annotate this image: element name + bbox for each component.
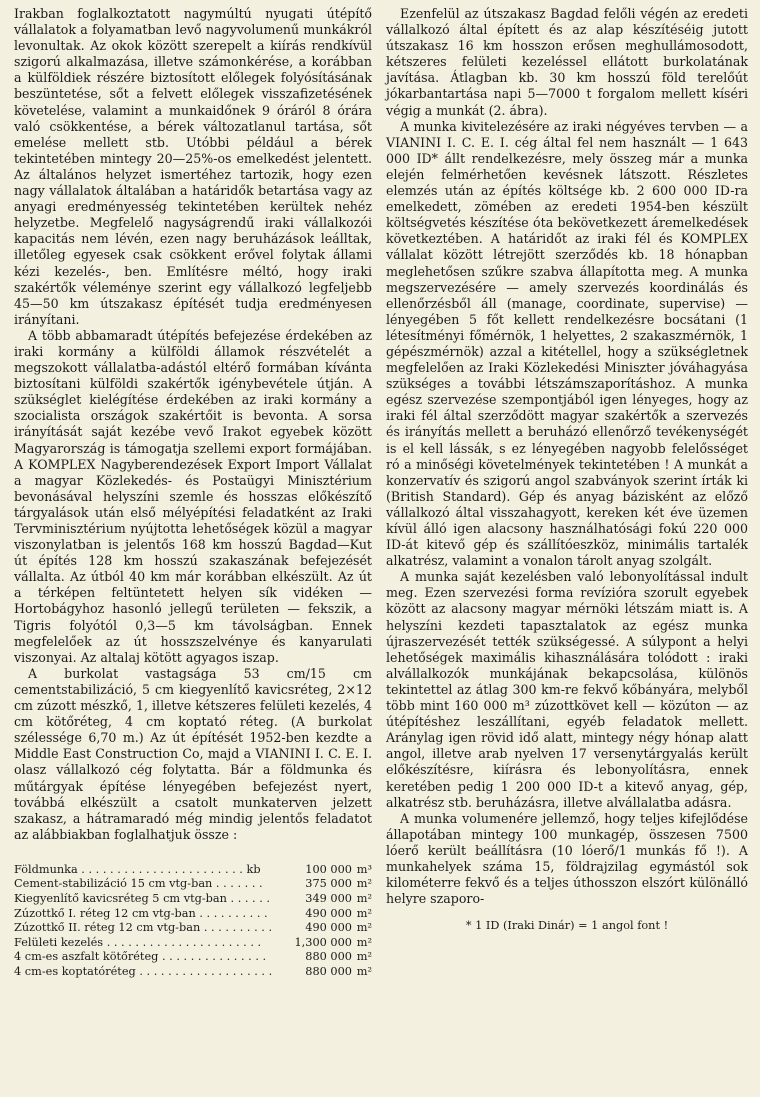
quantity-unit: m²: [356, 965, 372, 979]
table-row: [14, 965, 372, 980]
paragraph: A burkolat vastagsága 53 cm/15 cm cementstabilizáció, 5 cm kiegyenlítő kavicsréteg, 2×12 cm zúzott mészkő, 1, illetve kétszeres felületi kezelés, 4 cm kötőréteg, 4 cm koptató réteg. (A burkolat szélessége 6,70 m.) Az út építését 1952-ben kezdte a Middle East Construction Co, majd a VIANINI I. C. E. I. olasz vállalkozó cég folytatta. Bár a földmunka és műtárgyak építése lényegében befejezést nyert, továbbá elkészült a csatolt munkaterven jelzett szakasz, a hátramaradó még mindig jelentős feladatot az alábbiakban foglalhatjuk össze :: [14, 665, 372, 842]
quantity-value: 490 000: [305, 921, 352, 935]
quantity-label: Földmunka . . . . . . . . . . . . . . . . . . . . . . . kb: [14, 862, 261, 876]
paragraph: A több abbamaradt útépítés befejezése érdekében az iraki kormány a külföldi államok részvételét a megszokott vállalatba-adástól eltérő formában kívánta biztosítani külföldi szakértők igénybevétele útján. A szükséglet kielégítése érdekében az iraki kormány a szocialista országok szakértőit is bevonta. A sorsa irányítását saját kezébe vevő Irakot egyebek között Magyarország is támogatja szellemi export formájában. A KOMPLEX Nagyberendezések Export Import Vállalat a magyar Közlekedés- és Postaügyi Minisztérium bevonásával helyszíni szemle és hosszas előkészítő tárgyalások után első mélyépítési feladatként az Iraki Tervminisztérium nyújtotta lehetőségek közül a magyar viszonylatban is jelentős 168 km hosszú Bagdad—Kut út építés 128 km hosszú szakaszának befejezését vállalta. Az útból 40 km már korábban elkészült. Az út a térképen feltüntetett helyen sík vidéken — Hortobágyhoz hasonló jellegű területen — fekszik, a Tigris folyótól 0,3—5 km távolságban. Ennek megfelelőek az út hosszszelvénye és kanyarulati viszonyai. Az altalaj kötött agyagos iszap.: [14, 327, 372, 665]
quantity-value: 375 000: [305, 877, 352, 891]
quantity-value: 880 000: [305, 950, 352, 964]
paragraph: Irakban foglalkoztatott nagymúltú nyugati útépítő vállalatok a folyamatban levő nagyvolumenű munkákról levonultak. Az okok között szerepelt a kiírás rendkívül szigorú alkalmazása, illetve számonkérése, a korábban a külföldiek részére biztosított előlegek folyósításának beszüntetése, sőt a felvett előlegek visszafizetésének követelése, valamint a munkaidőnek 9 óráról 8 órára való csökkentése, a bérek változatlanul tartása, sőt emelése mellett stb. Utóbbi például a bérek tekintetében mintegy 20—25%-os emelkedést jelentett. Az általános helyzet ismertéhez tartozik, hogy ezen nagy vállalatok általában a határidők betartása vagy az anyagi eredményesség tekintetében kerültek nehéz helyzetbe. Megfelelő nagyságrendű iraki vállalkozói kapacitás nem lévén, ezen nagy beruházások leálltak, illetőleg egyesek csak csökkent erővel folytak állami kézi kezelés-, ben. Említésre méltó, hogy iraki szakértők véleménye szerint egy vállalkozó legfeljebb 45—50 km útszakasz építését tudja eredményesen irányítani.: [14, 6, 372, 327]
paragraph: A munka kivitelezésére az iraki négyéves tervben — a VIANINI I. C. E. I. cég által fel nem használt — 1 643 000 ID* állt rendelkezésre, mely összeg már a munka elején felmérhetően kevésnek látszott. Részletes elemzés után az építés költsége kb. 2 600 000 ID-ra emelkedett, zömében az eredeti 1954-ben készült költségvetés készítése óta bekövetkezett áremelkedések következtében. A határidőt az iraki fél és KOMPLEX vállalat között létrejött szerződés kb. 18 hónapban meglehetősen szűkre szabva állapította meg. A munka megszervezésére — amely szervezés koordinálás és ellenőrzésből áll (manage, coordinate, supervise) — lényegében 5 főt kellett rendelkezésre bocsátani (1 létesítményi főmérnök, 1 helyettes, 2 szakaszmérnök, 1 gépészmérnök) azzal a kitétellel, hogy a szükségletnek megfelelően az Iraki Közlekedési Miniszter jóváhagyása szükséges a további létszámszaporításhoz. A munka egész szervezése szempontjából igen lényeges, hogy az iraki fél által szerződött magyar szakértők a szervezés és irányítás mellett a beruházó ellenőrző tevékenységét is el kell lássák, s ez lényegében nagyobb felelősséget ró a minőségi követelmények tekintetében ! A munkát a konzervatív és szigorú angol szabványok szerint írták ki (British Standard). Gép és anyag bázisként az előző vállalkozó által visszahagyott, kereken két éve üzemen kívül álló igen alacsony használhatósági fokú 220 000 ID-át kitevő gép és szállítóeszköz, minimális tartalék alkatrész, valamint a vonalon tárolt anyag szolgált.: [386, 118, 748, 569]
paragraph: A munka saját kezelésben való lebonyolítással indult meg. Ezen szervezési forma revízióra szorult egyebek között az alacsony magyar mérnöki létszám miatt is. A helyszíni kezdeti tapasztalatok az egész munka újraszervezését tették szükségessé. A súlypont a helyi lehetőségek maximális kihasználására tolódott : iraki alvállalkozók munkájának bekapcsolása, különös tekintettel az átlag 300 km-re fekvő kőbányára, melyből több mint 160 000 m³ zúzottkövet kell — közúton — az útépítéshez leszállítani, egyéb feladatok mellett. Aránylag igen rövid idő alatt, mintegy négy hónap alatt angol, illetve arab nyelven 17 versenytárgyalás került előkészítésre, kiírásra és lebonyolításra, ennek keretében pedig 1 200 000 ID-t a kitevő anyag, gép, alkatrész stb. beruházásra, illetve alvállalatba adásra.: [386, 569, 748, 810]
quantity-table: [14, 863, 372, 980]
quantity-value: 1,300 000: [294, 935, 352, 949]
left-column: [14, 6, 372, 980]
paragraph: Ezenfelül az útszakasz Bagdad felőli végén az eredeti vállalkozó által épített és az alap készítéséig jutott útszakasz 16 km hosszon erősen meghullámosodott, kétszeres felületi kezeléssel ellátott burkolatának javítása. Átlagban kb. 30 km hosszú föld terelőút jókarbantartása napi 5—7000 t forgalom mellett kíséri végig a munkát (2. ábra).: [386, 6, 748, 118]
table-row: [14, 877, 372, 892]
quantity-unit: m²: [356, 935, 372, 949]
quantity-value: 880 000: [305, 965, 352, 979]
quantity-label: 4 cm-es koptatóréteg . . . . . . . . . . . . . . . . . . .: [14, 965, 273, 979]
quantity-label: Kiegyenlítő kavicsréteg 5 cm vtg-ban . . . . . .: [14, 892, 271, 906]
quantity-label: Zúzottkő II. réteg 12 cm vtg-ban . . . . . . . . . .: [14, 921, 273, 935]
table-row: [14, 921, 372, 936]
quantity-value: 349 000: [305, 892, 352, 906]
footnote: * 1 ID (Iraki Dinár) = 1 angol font !: [465, 919, 669, 933]
paragraph: A munka volumenére jellemző, hogy teljes kifejlődése állapotában mintegy 100 munkagép, összesen 7500 lóerő került beállításra (10 lóerő/1 munkás fő !). A munkahelyek száma 15, földrajzilag egymástól sok kilométerre fekvő és a teljes úthosszon elszórt különálló helyre szaporo-: [386, 810, 748, 907]
quantity-unit: m²: [356, 950, 372, 964]
quantity-unit: m²: [356, 921, 372, 935]
quantity-value: 100 000: [305, 862, 352, 876]
table-row: [14, 863, 372, 878]
quantity-label: 4 cm-es aszfalt kötőréteg . . . . . . . . . . . . . . .: [14, 950, 267, 964]
right-column: [386, 6, 748, 933]
table-row: [14, 892, 372, 907]
quantity-unit: m²: [356, 906, 372, 920]
quantity-unit: m²: [356, 877, 372, 891]
quantity-label: Zúzottkő I. réteg 12 cm vtg-ban . . . . . . . . . .: [14, 906, 268, 920]
quantity-unit: m³: [356, 862, 372, 876]
table-row: [14, 936, 372, 951]
quantity-value: 490 000: [305, 906, 352, 920]
table-row: [14, 907, 372, 922]
table-row: [14, 950, 372, 965]
quantity-label: Cement-stabilizáció 15 cm vtg-ban . . . . . . .: [14, 877, 263, 891]
quantity-label: Felületi kezelés . . . . . . . . . . . . . . . . . . . . . .: [14, 935, 262, 949]
quantity-unit: m²: [356, 892, 372, 906]
